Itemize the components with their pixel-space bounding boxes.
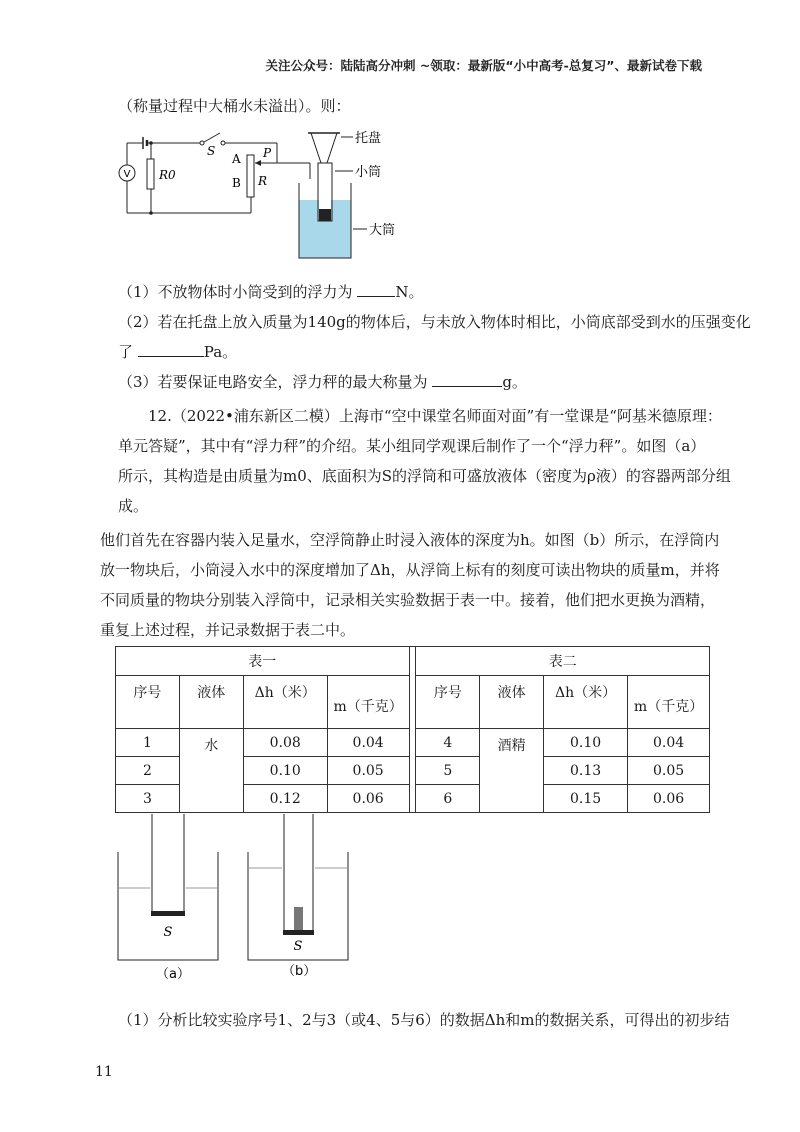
q11-part2-line2: 了 Pa。 xyxy=(118,343,238,361)
t2-dh: 0.13 xyxy=(544,757,628,785)
t2-dh: 0.10 xyxy=(544,729,628,757)
t1-hdr-m: m（千克） xyxy=(327,676,409,729)
q12-line7: 不同质量的物块分别装入浮筒中，记录相关实验数据于表一中。接着，他们把水更换为酒精， xyxy=(100,591,716,609)
intro-line: （称量过程中大桶水未溢出）。则： xyxy=(118,97,351,115)
t1-m: 0.05 xyxy=(327,757,409,785)
label-p: P xyxy=(263,146,272,160)
label-s: S xyxy=(207,144,216,158)
q12-line6: 放一物块后，小筒浸入水中的深度增加了Δh，从浮筒上标有的刻度可读出物块的质量m，并将 xyxy=(100,561,720,579)
t1-dh: 0.08 xyxy=(243,729,327,757)
table2-title: 表二 xyxy=(416,647,710,676)
t2-seq: 6 xyxy=(416,785,480,813)
label-big-tube: 大筒 xyxy=(369,223,396,238)
t2-m: 0.04 xyxy=(628,729,710,757)
label-r: R xyxy=(258,174,268,188)
q12-line2: 单元答疑”，其中有“浮力秤”的介绍。某小组同学观课后制作了一个“浮力秤”。如图（a） xyxy=(118,437,706,455)
circuit-diagram xyxy=(105,125,435,265)
t1-dh: 0.10 xyxy=(243,757,327,785)
caption-b: （b） xyxy=(282,964,317,979)
t2-dh: 0.15 xyxy=(544,785,628,813)
q12-line3: 所示，其构造是由质量为m0、底面积为S的浮筒和可盛放液体（密度为ρ液）的容器两部分组 xyxy=(118,467,731,485)
q12-line8: 重复上述过程，并记录数据于表二中。 xyxy=(100,621,356,639)
t1-seq: 3 xyxy=(116,785,180,813)
q11-part1: （1）不放物体时小筒受到的浮力为 N。 xyxy=(118,283,424,301)
t2-hdr-m: m（千克） xyxy=(628,676,710,729)
data-tables xyxy=(115,646,710,813)
label-s-a: S xyxy=(163,925,173,940)
label-r0: R0 xyxy=(159,168,176,182)
label-a: A xyxy=(232,152,241,166)
t2-m: 0.05 xyxy=(628,757,710,785)
q12-part1: （1）分析比较实验序号1、2与3（或4、5与6）的数据Δh和m的数据关系，可得出的初步结 xyxy=(118,1011,730,1029)
q11-part3: （3）若要保证电路安全，浮力秤的最大称量为 g。 xyxy=(118,373,527,391)
t1-hdr-liquid: 液体 xyxy=(179,676,243,729)
t2-hdr-liquid: 液体 xyxy=(480,676,544,729)
t2-m: 0.06 xyxy=(628,785,710,813)
t2-seq: 5 xyxy=(416,757,480,785)
t1-seq: 2 xyxy=(116,757,180,785)
q11-part2: （2）若在托盘上放入质量为140g的物体后，与未放入物体时相比，小筒底部受到水的压强变化 xyxy=(118,313,751,331)
voltmeter-label: V xyxy=(123,169,131,180)
q12-line5: 他们首先在容器内装入足量水，空浮筒静止时浸入液体的深度为h。如图（b）所示，在浮筒内 xyxy=(100,531,720,549)
label-b: B xyxy=(232,176,241,190)
t1-liquid: 水 xyxy=(179,729,243,813)
label-tray: 托盘 xyxy=(355,131,382,146)
t2-seq: 4 xyxy=(416,729,480,757)
caption-a: （a） xyxy=(156,967,190,982)
t1-hdr-seq: 序号 xyxy=(116,676,180,729)
t1-seq: 1 xyxy=(116,729,180,757)
page-number: 11 xyxy=(95,1064,113,1080)
t1-hdr-dh: Δh（米） xyxy=(243,676,327,729)
t1-m: 0.04 xyxy=(327,729,409,757)
t2-hdr-seq: 序号 xyxy=(416,676,480,729)
table1-title: 表一 xyxy=(116,647,410,676)
t2-hdr-dh: Δh（米） xyxy=(544,676,628,729)
label-s-b: S xyxy=(293,939,303,954)
t1-m: 0.06 xyxy=(327,785,409,813)
figure-float-containers xyxy=(110,810,360,985)
t2-liquid: 酒精 xyxy=(480,729,544,813)
q12-line4: 成。 xyxy=(118,497,149,515)
page-header: 关注公众号：陆陆高分冲刺 ~领取：最新版“小中高考-总复习”、最新试卷下载 xyxy=(265,58,702,73)
t1-dh: 0.12 xyxy=(243,785,327,813)
label-small-tube: 小筒 xyxy=(355,165,382,180)
q12-line1: 12.（2022•浦东新区二模）上海市“空中课堂名师面对面”有一堂课是“阿基米德原理： xyxy=(148,407,722,425)
